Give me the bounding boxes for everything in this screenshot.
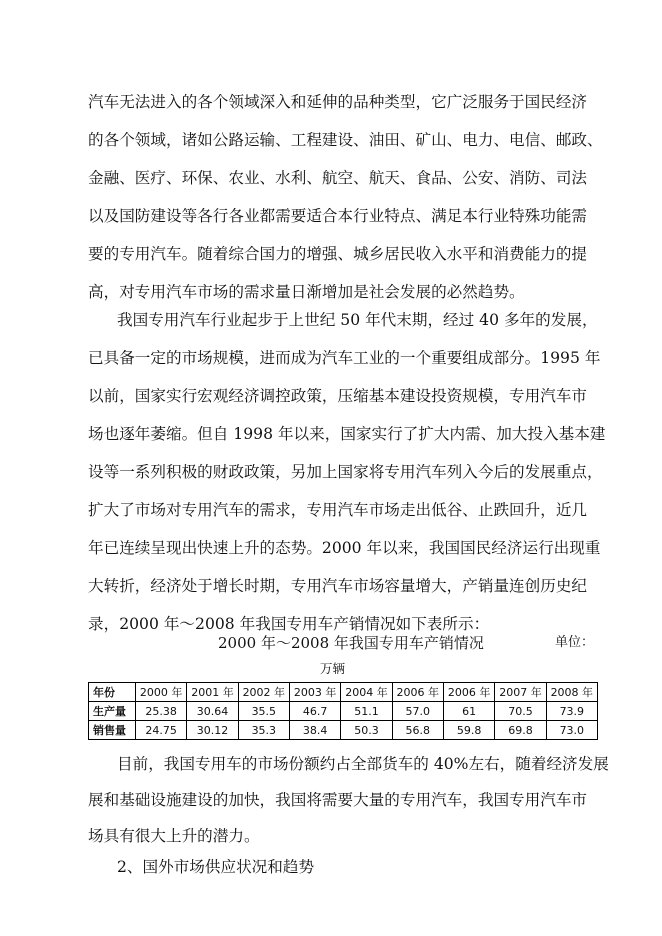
year-cell: 2008 年 [546,683,597,702]
table-row-production [89,702,598,721]
text-line: 要的专用汽车。随着综合国力的增强、城乡居民收入水平和消费能力的提 [88,245,588,263]
text-line: 已具备一定的市场规模，进而成为汽车工业的一个重要组成部分。1995 年 [88,349,601,367]
year-cell: 2006 年 [392,683,443,702]
header-label-cell: 年份 [89,683,136,702]
table-title: 2000 年～2008 年我国专用车产销情况 [218,634,484,652]
value-cell: 38.4 [289,721,340,740]
text-line: 设等一系列积极的财政政策，另加上国家将专用汽车列入今后的发展重点， [88,463,603,481]
year-cell: 2003 年 [289,683,340,702]
value-cell: 56.8 [392,721,443,740]
text-line: 以前，国家实行宏观经济调控政策，压缩基本建设投资规模，专用汽车市 [88,387,588,405]
year-cell: 2001 年 [187,683,238,702]
text-line: 汽车无法进入的各个领域深入和延伸的品种类型，它广泛服务于国民经济 [88,93,588,111]
year-cell: 2004 年 [341,683,392,702]
table-unit-value: 万辆 [320,661,346,676]
text-line: 的各个领域，诸如公路运输、工程建设、油田、矿山、电力、电信、邮政、 [88,131,603,149]
value-cell: 50.3 [341,721,392,740]
text-line: 金融、医疗、环保、农业、水利、航空、航天、食品、公安、消防、司法 [88,169,588,187]
text-line: 我国专用汽车行业起步于上世纪 50 年代末期，经过 40 多年的发展， [117,311,598,329]
text-line: 场也逐年萎缩。但自 1998 年以来，国家实行了扩大内需、加大投入基本建 [88,425,606,443]
text-line: 场具有很大上升的潜力。 [88,827,260,845]
table-header-row [89,683,598,702]
value-cell: 70.5 [495,702,546,721]
value-cell: 30.64 [187,702,238,721]
table-unit-label: 单位： [555,635,595,650]
row-label-cell: 生产量 [89,702,136,721]
production-sales-table [88,682,598,740]
value-cell: 46.7 [289,702,340,721]
value-cell: 59.8 [443,721,494,740]
year-cell: 2006 年 [443,683,494,702]
text-line: 录，2000 年～2008 年我国专用车产销情况如下表所示： [88,615,490,633]
value-cell: 69.8 [495,721,546,740]
value-cell: 51.1 [341,702,392,721]
text-line: 大转折，经济处于增长时期，专用汽车市场容量增大，产销量连创历史纪 [88,577,588,595]
text-line: 以及国防建设等各行各业都需要适合本行业特点、满足本行业特殊功能需 [88,207,588,225]
value-cell: 30.12 [187,721,238,740]
value-cell: 25.38 [136,702,187,721]
value-cell: 73.9 [546,702,597,721]
year-cell: 2007 年 [495,683,546,702]
text-line: 年已连续呈现出快速上升的态势。2000 年以来，我国国民经济运行出现重 [88,539,601,557]
year-cell: 2000 年 [136,683,187,702]
table-row-sales [89,721,598,740]
value-cell: 35.3 [238,721,289,740]
year-cell: 2002 年 [238,683,289,702]
value-cell: 24.75 [136,721,187,740]
value-cell: 35.5 [238,702,289,721]
text-line: 扩大了市场对专用汽车的需求，专用汽车市场走出低谷、止跌回升，近几 [88,501,588,519]
row-label-cell: 销售量 [89,721,136,740]
text-line: 高，对专用汽车市场的需求量日渐增加是社会发展的必然趋势。 [88,283,525,301]
table-caption [0,632,662,654]
value-cell: 73.0 [546,721,597,740]
value-cell: 61 [443,702,494,721]
text-line: 目前，我国专用车的市场份额约占全部货车的 40%左右，随着经济发展 [117,755,609,773]
value-cell: 57.0 [392,702,443,721]
text-line: 展和基础设施建设的加快，我国将需要大量的专用汽车，我国专用汽车市 [88,791,588,809]
section-heading: 2、国外市场供应状况和趋势 [117,858,315,876]
